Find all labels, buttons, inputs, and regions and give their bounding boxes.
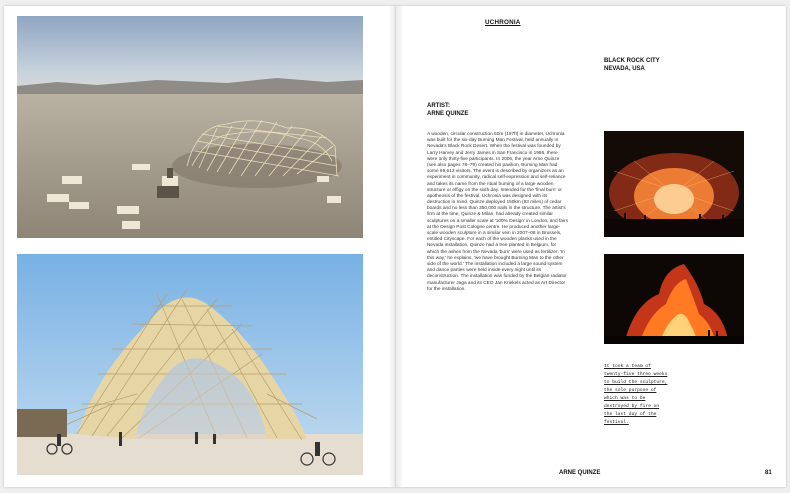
aerial-desert-photo: [17, 16, 363, 238]
location-city: BLACK ROCK CITY: [604, 58, 660, 64]
body-text: A wooden, circular construction 60m (197ft) in diameter, Uchronia was built for the six-day Burning Man Festival, held annually in Nevada's Black Rock Desert. When the festival was founded by Larry Harvey and Jerry James in San Francisco in 1986, there were only thirty-five participants. In 2006, the year Arne Quinze (see also pages 78–79) created his pavilion, Burning Man had some 69,613 visitors. The event is described by organizers as an experiment in community, radical self-expression and self-reliance and takes its name from the ritual burning of a large wooden structure or effigy on the sixth day. Intended for the 'final burn' or apotheosis of the festival, Uchronia was designed with its destruction in mind. Quinze deployed 150km (93 miles) of cedar boards and no less than 350,000 nails in the structure. The artist's firm at the time, Quinze & Milan, had already created similar sculptures on a smaller scale at '100% Design' in London, and fairs at the Design Post Cologne centre. He produced another large-scale wooden sculpture in a similar vein in 2007–08 in Brussels, entitled Cityscape. For each of the wooden planks used in the Nevada installation, Quinze had a tree planted in Belgium, for which the ashes from the Nevada 'burn' were used as fertilizer. 'In this way,' he explains, 'we have brought Burning Man to the other side of the world.' The installation included a large sound system and dance parties were held inside every night until its deconstruction. The installation was funded by the Belgian radiator manufacturer Jaga and its CEO Jan Kriekels acted as Art Director for the installation.: [427, 132, 568, 292]
book-gutter: [388, 6, 404, 487]
artist-label: ARTIST:: [427, 103, 450, 109]
section-title: UCHRONIA: [485, 19, 521, 26]
night-fire-photo-1: [604, 131, 744, 237]
artist-credit: [427, 102, 468, 118]
location-state: NEVADA, USA: [604, 66, 645, 72]
wooden-arch-photo: [17, 254, 363, 475]
page-number: 81: [765, 470, 772, 476]
footer-artist-name: ARNE QUINZE: [559, 470, 601, 476]
caption-text: It took a team of twenty-five three weeks to build the sculpture, the sole purpose of which was to be destroyed by fire on the last day of the festival.: [604, 364, 668, 425]
location-label: [604, 57, 660, 73]
photo-caption: [604, 363, 670, 427]
artist-name: ARNE QUINZE: [427, 111, 469, 117]
night-fire-photo-2: [604, 254, 744, 344]
